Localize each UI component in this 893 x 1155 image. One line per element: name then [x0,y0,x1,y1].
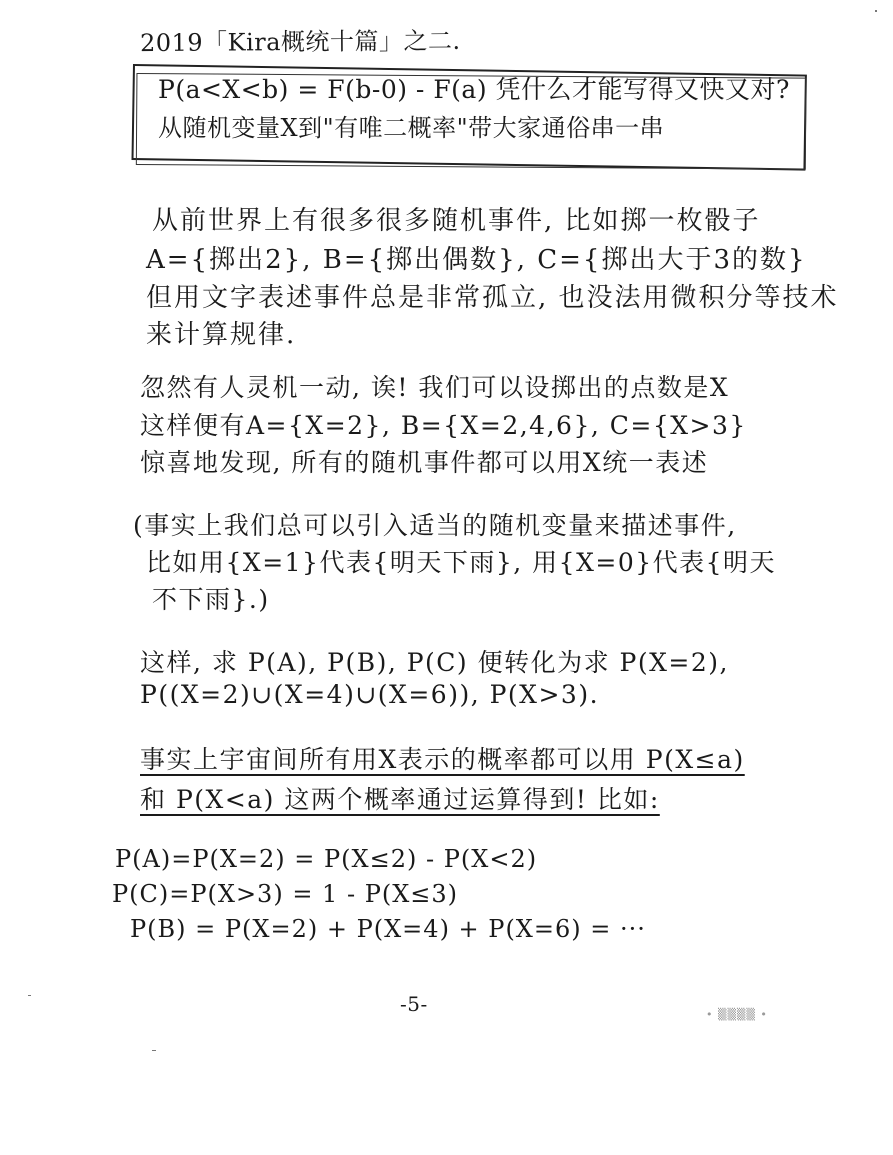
formula-pa: P(A)=P(X=2) = P(X≤2) - P(X<2) [115,845,538,873]
page-number: -5- [400,992,428,1016]
paragraph-1-line-2: A={掷出2}, B={掷出偶数}, C={掷出大于3的数} [146,245,807,275]
formula-pb: P(B) = P(X=2) + P(X=4) + P(X=6) = ··· [130,915,646,943]
paragraph-4-line-2: P((X=2)∪(X=4)∪(X=6)), P(X>3). [140,680,600,709]
paragraph-5-line-2: 和 P(X<a) 这两个概率通过运算得到! 比如: [140,785,660,814]
paragraph-5-line-1: 事实上宇宙间所有用X表示的概率都可以用 P(X≤a) [140,745,745,774]
scanner-watermark: • ▒▒▒▒ • [706,1008,768,1021]
paragraph-3-line-1: (事实上我们总可以引入适当的随机变量来描述事件, [133,511,737,540]
formula-pc: P(C)=P(X>3) = 1 - P(X≤3) [112,880,459,908]
paragraph-3-line-3: 不下雨}.) [152,585,270,614]
paragraph-2-line-1: 忽然有人灵机一动, 诶! 我们可以设掷出的点数是X [140,373,730,402]
scan-speck [152,1050,156,1051]
paragraph-2-line-3: 惊喜地发现, 所有的随机事件都可以用X统一表述 [140,448,709,477]
paragraph-1-line-3: 但用文字表述事件总是非常孤立, 也没法用微积分等技术 [146,283,839,313]
paragraph-1-line-1: 从前世界上有很多很多随机事件, 比如掷一枚骰子 [152,206,761,236]
scan-speck [28,995,31,996]
scan-speck [875,10,877,12]
paragraph-4-line-1: 这样, 求 P(A), P(B), P(C) 便转化为求 P(X=2), [140,648,729,677]
series-title: 2019「Kira概统十篇」之二. [139,26,461,58]
title-subtitle: 从随机变量X到"有唯二概率"带大家通俗串一串 [158,114,665,142]
title-formula-question: P(a<X<b) = F(b-0) - F(a) 凭什么才能写得又快又对? [158,75,790,104]
paragraph-3-line-2: 比如用{X=1}代表{明天下雨}, 用{X=0}代表{明天 [146,548,777,577]
paragraph-1-line-4: 来计算规律. [146,320,297,350]
paragraph-2-line-2: 这样便有A={X=2}, B={X=2,4,6}, C={X>3} [140,411,747,440]
